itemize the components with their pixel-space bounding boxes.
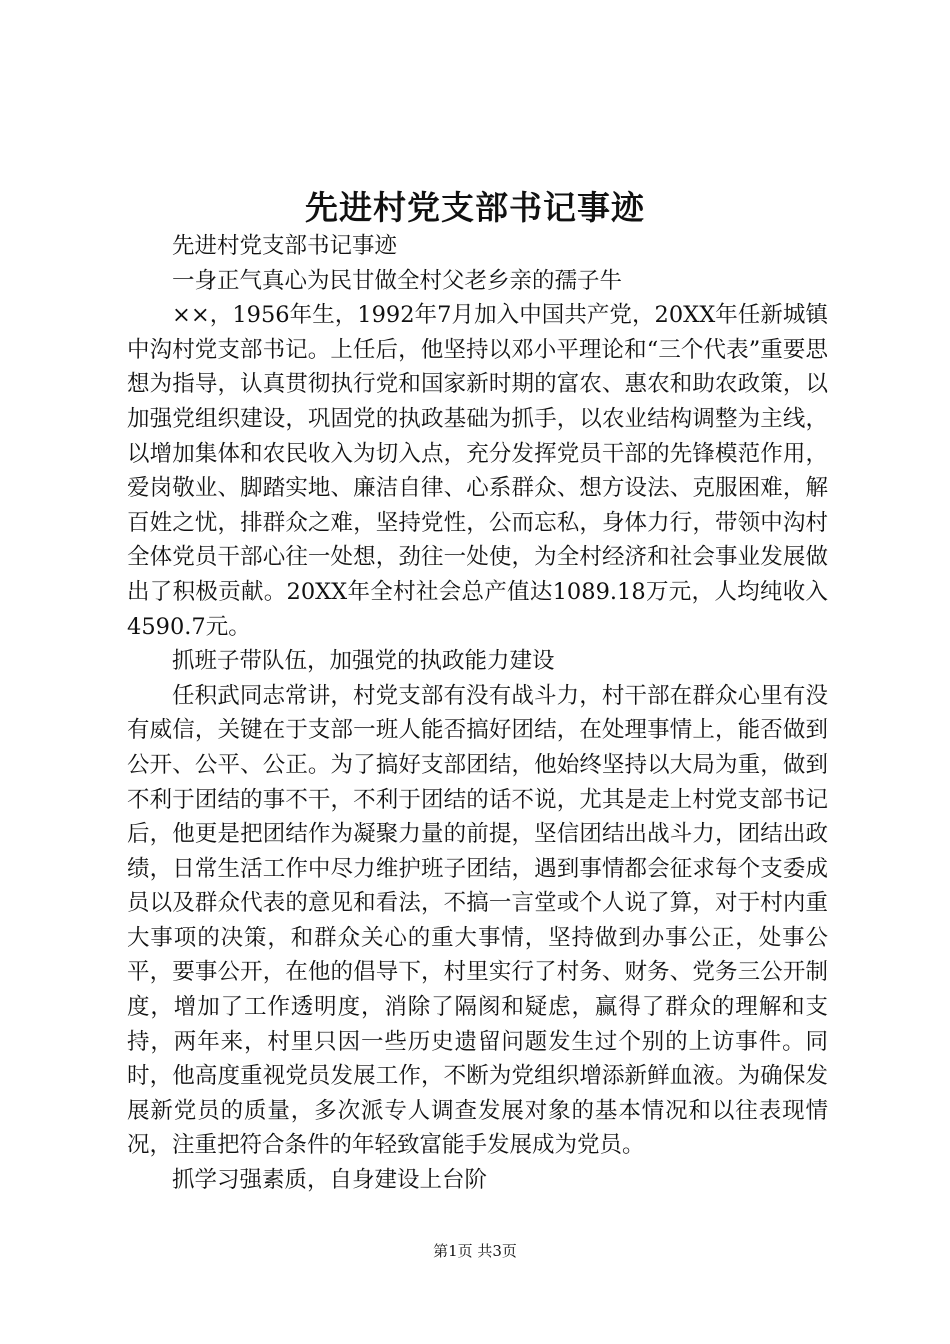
- paragraph-subtitle: 一身正气真心为民甘做全村父老乡亲的孺子牛: [172, 267, 623, 294]
- page-footer: 第1页 共3页: [433, 1242, 517, 1260]
- paragraph-biography: ××，1956年生，1992年7月加入中国共产党，20XX年任新城镇中沟村党支部书记。上任后，他坚持以邓小平理论和“三个代表”重要思想为指导，认真贯彻执行党和国家新时期的富农、惠农和助农政策，以加强党组织建设，巩固党的执政基础为抓手，以农业结构调整为主线，以增加集体和农民收入为切入点，充分发挥党员干部的先锋模范作用，爱岗敬业、脚踏实地、廉洁自律、心系群众、想方设法、克服困难，解百姓之忧，排群众之难，坚持党性，公而忘私，身体力行，带领中沟村全体党员干部心往一处想，劲往一处使，为全村经济和社会事业发展做出了积极贡献。20XX年全村社会总产值达1089.18万元，人均纯收入4590.7元。: [127, 302, 828, 640]
- paragraph-heading: 先进村党支部书记事迹: [172, 233, 398, 259]
- paragraph-section-heading-1: 抓班子带队伍，加强党的执政能力建设: [172, 648, 555, 675]
- document-body: [127, 229, 828, 1198]
- document-title: 先进村党支部书记事迹: [305, 188, 645, 227]
- paragraph-team-building: 任积武同志常讲，村党支部有没有战斗力，村干部在群众心里有没有威信，关键在于支部一班人能否搞好团结，在处理事情上，能否做到公开、公平、公正。为了搞好支部团结，他始终坚持以大局为重，做到不利于团结的事不干，不利于团结的话不说，尤其是走上村党支部书记后，他更是把团结作为凝聚力量的前提，坚信团结出战斗力，团结出政绩，日常生活工作中尽力维护班子团结，遇到事情都会征求每个支委成员以及群众代表的意见和看法，不搞一言堂或个人说了算，对于村内重大事项的决策，和群众关心的重大事情，坚持做到办事公正，处事公平，要事公开，在他的倡导下，村里实行了村务、财务、党务三公开制度，增加了工作透明度，消除了隔阂和疑虑，赢得了群众的理解和支持，两年来，村里只因一些历史遗留问题发生过个别的上访事件。同时，他高度重视党员发展工作，不断为党组织增添新鲜血液。为确保发展新党员的质量，多次派专人调查发展对象的基本情况和以往表现情况，注重把符合条件的年轻致富能手发展成为党员。: [127, 682, 828, 1159]
- paragraph-section-heading-2: 抓学习强素质，自身建设上台阶: [172, 1167, 488, 1194]
